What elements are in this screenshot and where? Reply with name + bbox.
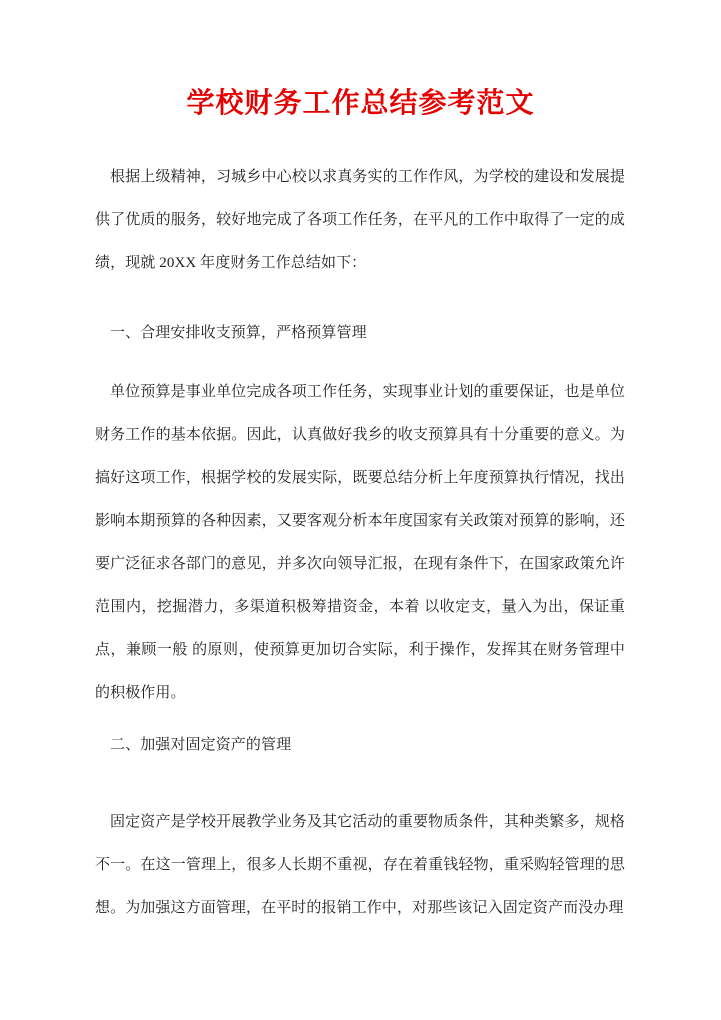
- section-2-heading: 二、加强对固定资产的管理: [110, 737, 292, 753]
- section-1-heading: 一、合理安排收支预算，严格预算管理: [110, 325, 367, 341]
- document-title: 学校财务工作总结参考范文: [186, 88, 535, 119]
- intro-paragraph: 根据上级精神，习城乡中心校以求真务实的工作作风，为学校的建设和发展提供了优质的服务，较好地完成了各项工作任务，在平凡的工作中取得了一定的成绩，现就 20XX 年度财务工作总结如下：: [95, 169, 625, 271]
- section-1-paragraph: 单位预算是事业单位完成各项工作任务，实现事业计划的重要保证，也是单位财务工作的基本依据。因此，认真做好我乡的收支预算具有十分重要的意义。为搞好这项工作，根据学校的发展实际，既要总结分析上年度预算执行情况，找出影响本期预算的各种因素，又要客观分析本年度国家有关政策对预算的影响，还要广泛征求各部门的意见，并多次向领导汇报，在现有条件下，在国家政策允许范围内，挖掘潜力，多渠道积极筹措资金，本着 以收定支，量入为出，保证重点，兼顾一般 的原则，使预算更加切合实际，利于操作，发挥其在财务管理中的积极作用。: [95, 384, 625, 701]
- section-2-paragraph: 固定资产是学校开展教学业务及其它活动的重要物质条件，其种类繁多，规格不一。在这一管理上，很多人长期不重视，存在着重钱轻物，重采购轻管理的思想。为加强这方面管理，在平时的报销工作中，对那些该记入固定资产而没办理: [95, 814, 625, 916]
